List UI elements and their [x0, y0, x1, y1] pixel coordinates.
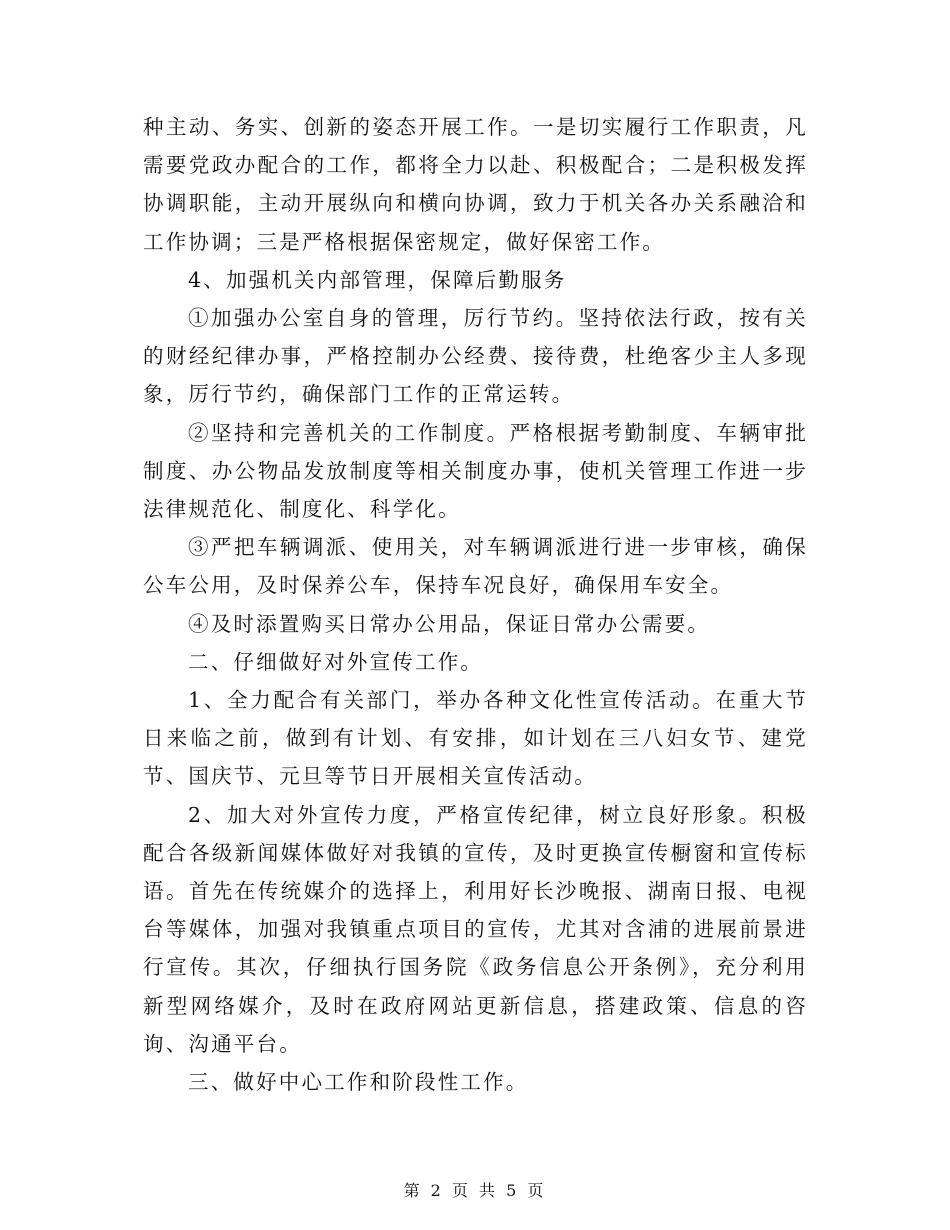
paragraph-item-3: ③严把车辆调派、使用关，对车辆调派进行进一步审核，确保公车公用，及时保养公车，保持车况良好，确保用车安全。 — [143, 535, 808, 598]
paragraph-item-4: ④及时添置购买日常办公用品，保证日常办公需要。 — [188, 611, 711, 636]
page-footer — [0, 1178, 950, 1201]
document-body — [143, 108, 808, 1101]
section-heading-central-work: 三、做好中心工作和阶段性工作。 — [188, 1070, 529, 1095]
section-heading-publicity: 二、仔细做好对外宣传工作。 — [188, 649, 484, 674]
paragraph-item-2: ②坚持和完善机关的工作制度。严格根据考勤制度、车辆审批制度、办公物品发放制度等相关制度办事，使机关管理工作进一步法律规范化、制度化、科学化。 — [143, 420, 808, 522]
section-heading-internal-management: 4、加强机关内部管理，保障后勤服务 — [188, 267, 567, 292]
paragraph-item-1: ①加强办公室自身的管理，厉行节约。坚持依法行政，按有关的财经纪律办事，严格控制办公经费、接待费，杜绝客少主人多现象，厉行节约，确保部门工作的正常运转。 — [143, 306, 808, 407]
page-number: 第 2 页 共 5 页 — [403, 1181, 547, 1200]
paragraph-continuation: 种主动、务实、创新的姿态开展工作。一是切实履行工作职责，凡需要党政办配合的工作，都将全力以赴、积极配合；二是积极发挥协调职能，主动开展纵向和横向协调，致力于机关各办关系融洽和工作协调；三是严格根据保密规定，做好保密工作。 — [143, 115, 808, 254]
paragraph-publicity-2: 2、加大对外宣传力度，严格宣传纪律，树立良好形象。积极配合各级新闻媒体做好对我镇的宣传，及时更换宣传橱窗和宣传标语。首先在传统媒介的选择上，利用好长沙晚报、湖南日报、电视台等媒体，加强对我镇重点项目的宣传，尤其对含浦的进展前景进行宣传。其次，仔细执行国务院《政务信息公开条例》，充分利用新型网络媒介，及时在政府网站更新信息，搭建政策、信息的咨询、沟通平台。 — [143, 802, 808, 1056]
paragraph-publicity-1: 1、全力配合有关部门，举办各种文化性宣传活动。在重大节日来临之前，做到有计划、有安排，如计划在三八妇女节、建党节、国庆节、元旦等节日开展相关宣传活动。 — [143, 688, 808, 789]
